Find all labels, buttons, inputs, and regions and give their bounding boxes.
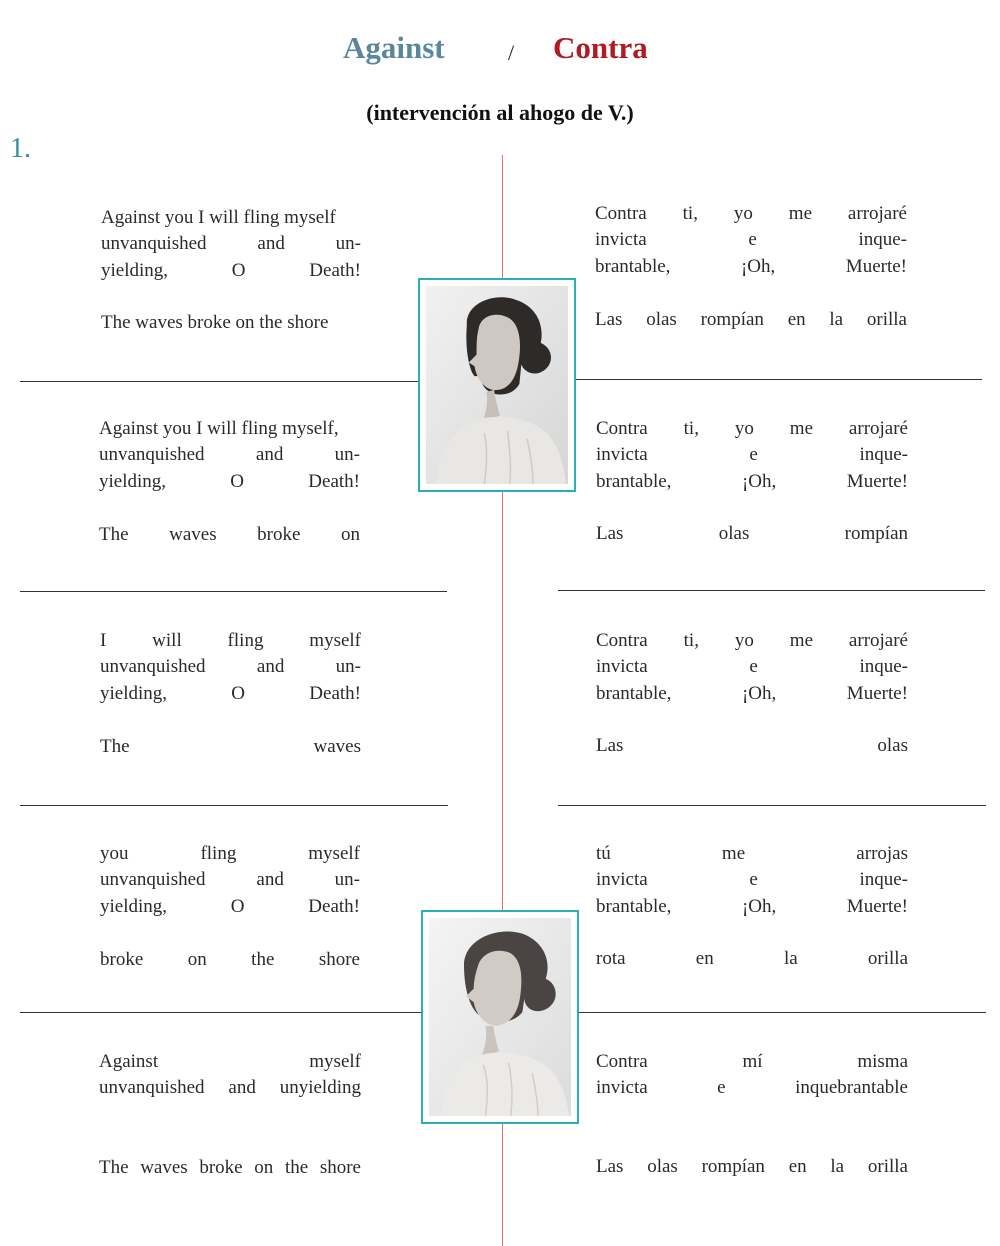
stanza-english-5 [99, 1049, 361, 1102]
verse-line: brantable, ¡Oh, Muerte! [596, 895, 908, 917]
stanza-english-1-waves [101, 310, 361, 336]
verse-line: tú me arrojas [596, 843, 908, 864]
verse-line: Contra mí misma [596, 1051, 908, 1072]
verse-line: unvanquished and un- [101, 233, 361, 255]
waves-line: The waves [100, 736, 361, 757]
verse-line: unvanquished and unyielding [99, 1077, 361, 1099]
stanza-english-1 [101, 205, 361, 284]
verse-line: brantable, ¡Oh, Muerte! [596, 682, 908, 704]
verse-line: invicta e inque- [595, 229, 907, 251]
divider-rule [20, 381, 447, 382]
waves-line: rota en la orilla [596, 948, 908, 969]
stanza-spanish-2 [596, 416, 908, 495]
divider-rule [558, 1012, 986, 1013]
verse-line: invicta e inque- [596, 869, 908, 891]
waves-line: Las olas rompían en la orilla [596, 1156, 908, 1177]
waves-line: Las olas [596, 735, 908, 756]
stanza-english-2 [99, 416, 360, 495]
stanza-english-5-waves [99, 1155, 361, 1181]
verse-line: yielding, O Death! [100, 682, 361, 704]
portrait-photo [426, 286, 568, 484]
verse-line: unvanquished and un- [100, 869, 360, 891]
verse-line: Against you I will fling myself [101, 207, 336, 228]
verse-line: yielding, O Death! [101, 259, 361, 281]
verse-line: Against myself [99, 1051, 361, 1072]
waves-line: broke on the shore [100, 949, 360, 970]
stanza-spanish-4 [596, 841, 908, 920]
verse-line: Contra ti, yo me arrojaré [596, 630, 908, 651]
verse-line: brantable, ¡Oh, Muerte! [595, 255, 907, 277]
verse-line: invicta e inque- [596, 656, 908, 678]
verse-line: invicta e inquebrantable [596, 1077, 908, 1099]
divider-rule [20, 591, 447, 592]
stanza-spanish-2-waves [596, 521, 908, 547]
title-english: Against [343, 30, 445, 65]
stanza-spanish-5-waves [596, 1154, 908, 1180]
stanza-spanish-1 [595, 201, 907, 280]
divider-rule [20, 805, 448, 806]
portrait-photo-frame [418, 278, 576, 492]
stanza-spanish-1-waves [595, 307, 907, 333]
verse-line: unvanquished and un- [100, 656, 361, 678]
stanza-english-4-waves [100, 947, 360, 973]
stanza-spanish-3 [596, 628, 908, 707]
title-spanish: Contra [553, 30, 648, 65]
verse-line: you fling myself [100, 843, 360, 864]
stanza-english-3 [100, 628, 361, 707]
verse-line: Against you I will fling myself, [99, 418, 339, 439]
waves-line: The waves broke on [99, 524, 360, 545]
verse-line: Contra ti, yo me arrojaré [596, 418, 908, 439]
title-separator: / [508, 40, 515, 65]
verse-line: yielding, O Death! [99, 470, 360, 492]
verse-line: yielding, O Death! [100, 895, 360, 917]
waves-line: Las olas rompían en la orilla [595, 309, 907, 330]
stanza-english-4 [100, 841, 360, 920]
portrait-photo-frame [421, 910, 579, 1124]
divider-rule [558, 805, 986, 806]
verse-line: unvanquished and un- [99, 444, 360, 466]
stanza-english-2-waves [99, 522, 360, 548]
stanza-spanish-5 [596, 1049, 908, 1102]
divider-rule [20, 1012, 448, 1013]
stanza-english-3-waves [100, 734, 361, 760]
waves-line: The waves broke on the shore [99, 1157, 361, 1178]
portrait-photo [429, 918, 571, 1116]
verse-line: Contra ti, yo me arrojaré [595, 203, 907, 224]
divider-rule [558, 590, 985, 591]
verse-line: invicta e inque- [596, 444, 908, 466]
stanza-spanish-4-waves [596, 946, 908, 972]
stanza-spanish-3-waves [596, 733, 908, 759]
waves-line: The waves broke on the shore [101, 312, 329, 333]
divider-rule [555, 379, 982, 380]
verse-line: I will fling myself [100, 630, 361, 651]
section-number: 1. [10, 133, 31, 164]
waves-line: Las olas rompían [596, 523, 908, 544]
subtitle: (intervención al ahogo de V.) [366, 100, 634, 125]
verse-line: brantable, ¡Oh, Muerte! [596, 470, 908, 492]
